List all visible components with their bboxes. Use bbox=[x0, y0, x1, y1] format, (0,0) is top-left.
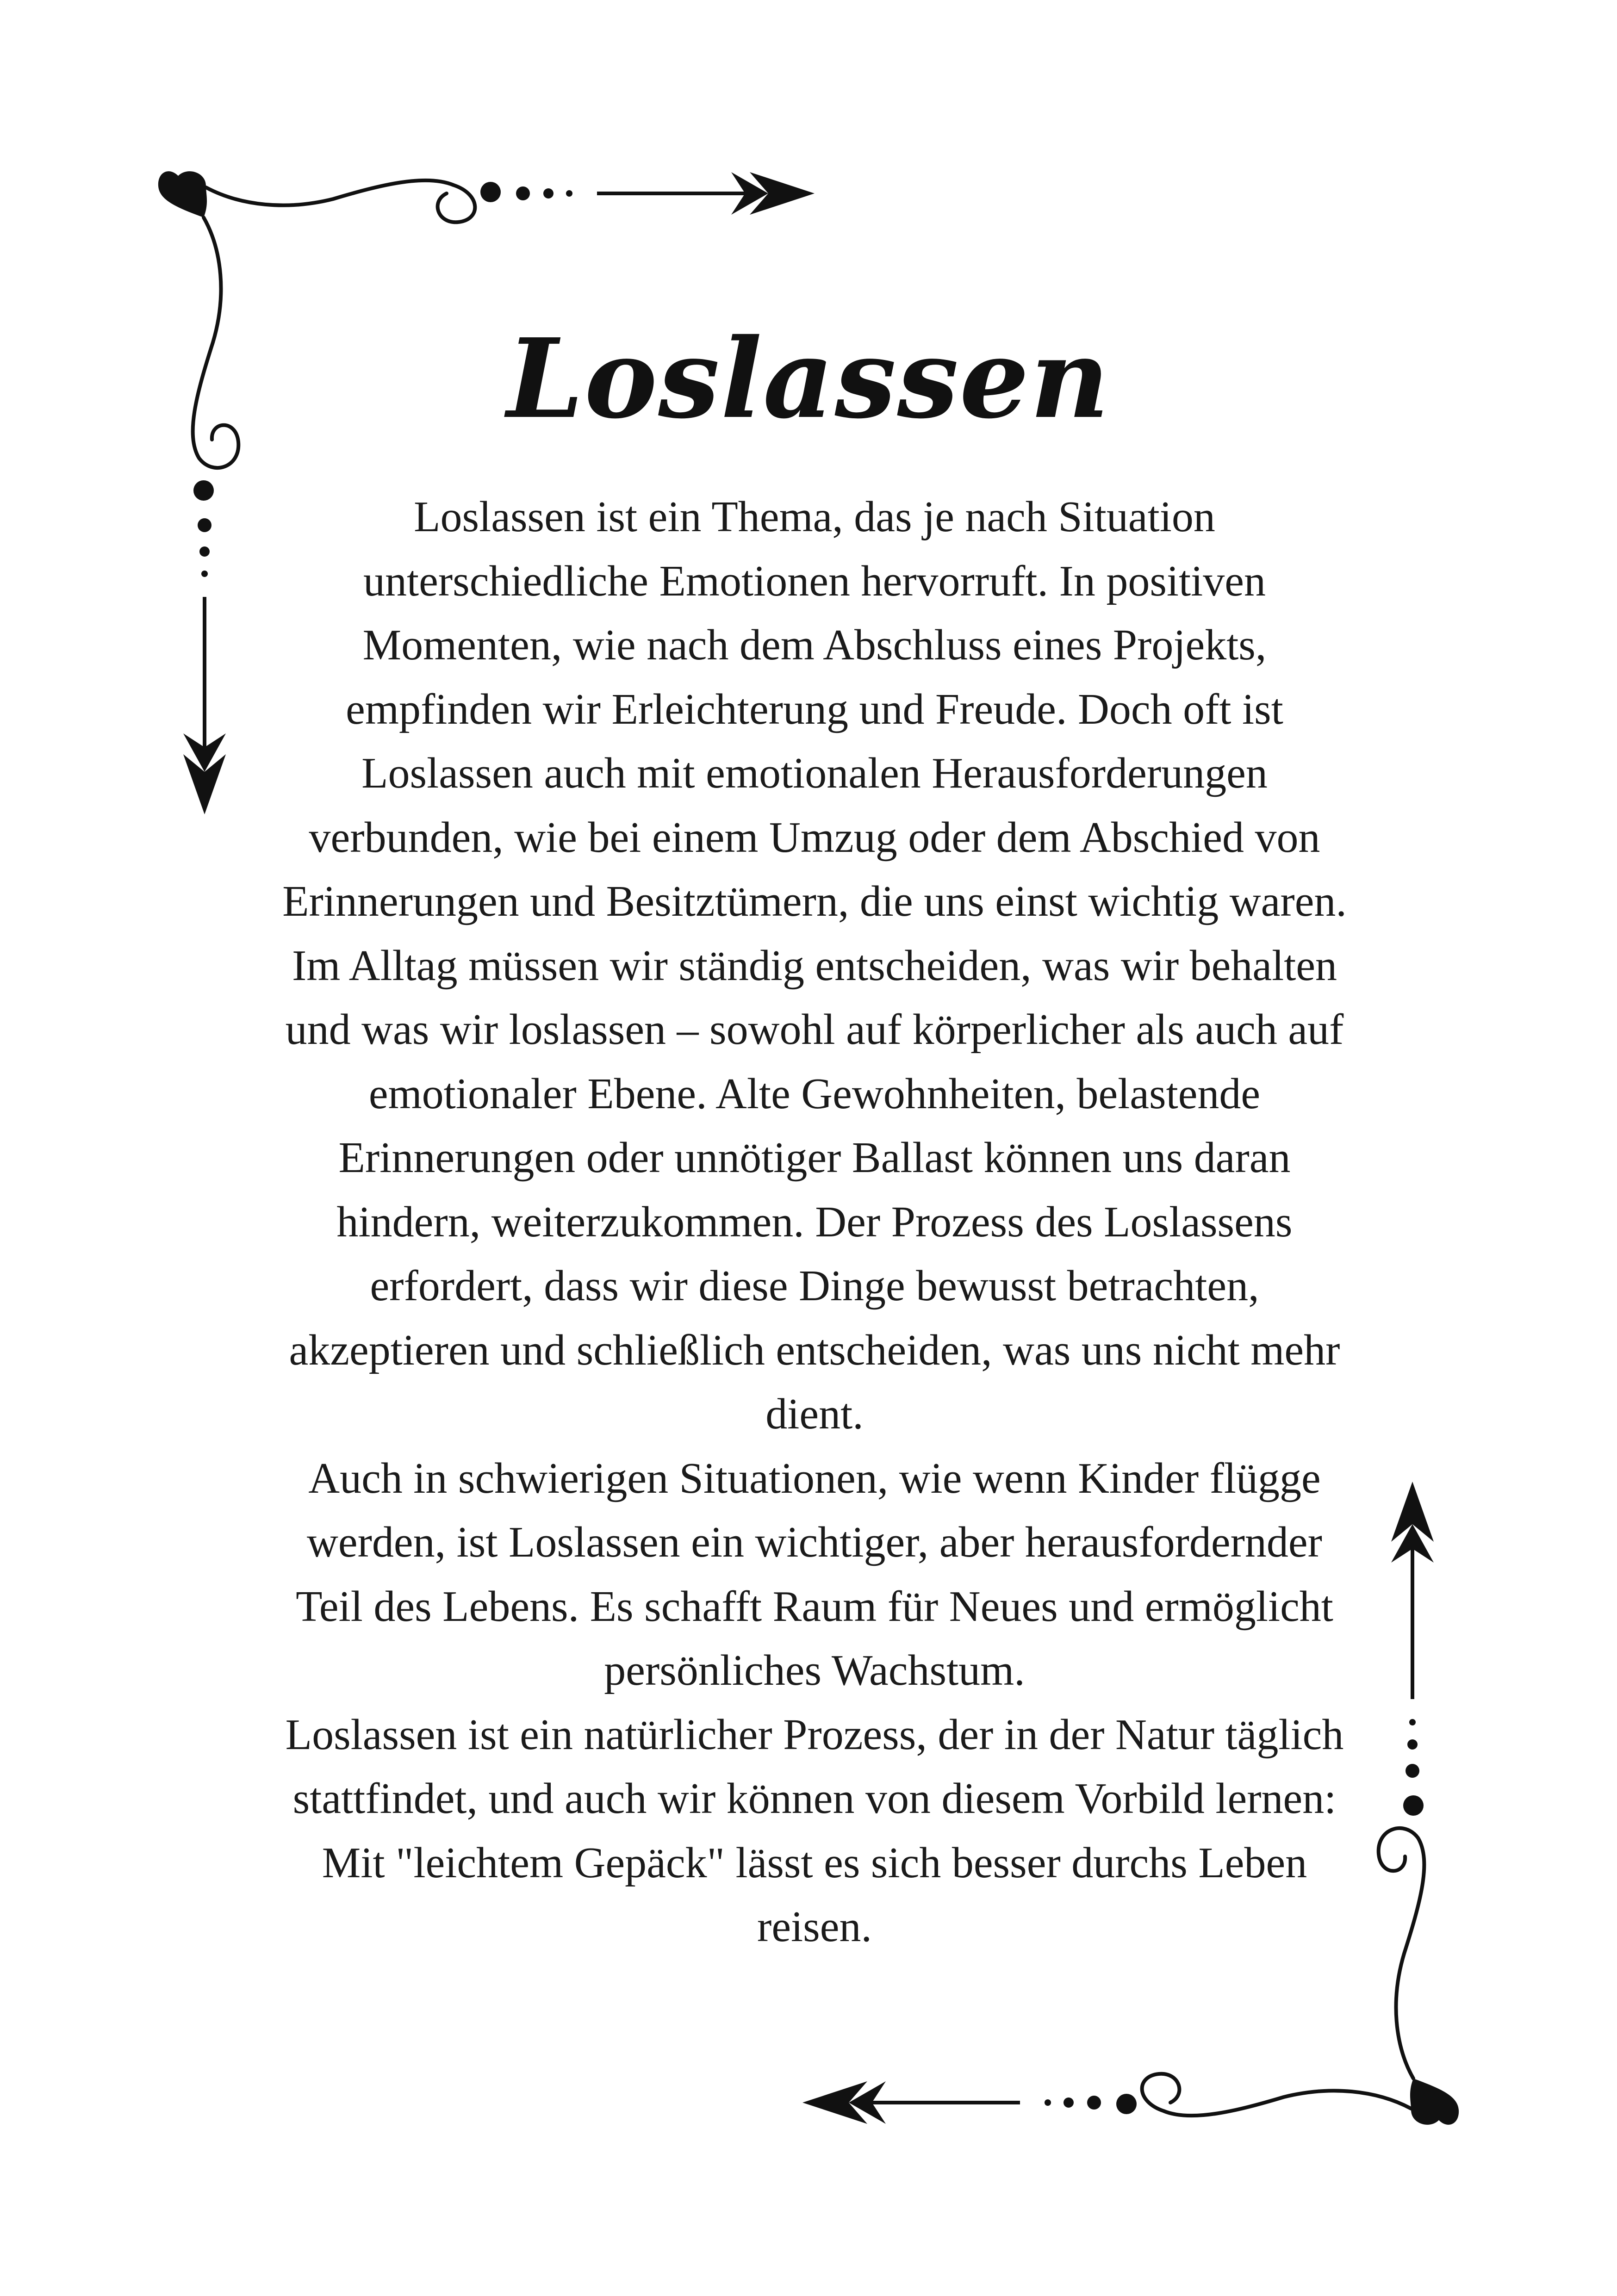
text-line: empfinden wir Erleichterung und Freude. Doch oft ist bbox=[346, 685, 1283, 733]
text-line: reisen. bbox=[757, 1903, 872, 1951]
text-line: Erinnerungen und Besitztümern, die uns einst wichtig waren. bbox=[282, 877, 1347, 925]
text-line: Loslassen ist ein natürlicher Prozess, der in der Natur täglich bbox=[285, 1710, 1344, 1759]
text-line: Loslassen ist ein Thema, das je nach Situation bbox=[414, 493, 1215, 541]
text-line: dient. bbox=[765, 1390, 864, 1438]
text-line: stattfindet, und auch wir können von diesem Vorbild lernen: bbox=[292, 1775, 1337, 1823]
text-line: emotionaler Ebene. Alte Gewohnheiten, belastende bbox=[368, 1069, 1261, 1118]
text-line: Auch in schwierigen Situationen, wie wenn Kinder flügge bbox=[308, 1454, 1321, 1502]
text-line: persönliches Wachstum. bbox=[604, 1646, 1025, 1694]
text-line: und was wir loslassen – sowohl auf körperlicher als auch auf bbox=[285, 1005, 1344, 1054]
text-line: Momenten, wie nach dem Abschluss eines Projekts, bbox=[362, 621, 1267, 669]
text-line: erfordert, dass wir diese Dinge bewusst betrachten, bbox=[370, 1262, 1259, 1310]
text-line: Erinnerungen oder unnötiger Ballast können uns daran bbox=[338, 1134, 1291, 1182]
body-paragraph bbox=[259, 485, 1370, 1959]
text-line: Mit "leichtem Gepäck" lässt es sich besser durchs Leben bbox=[322, 1838, 1307, 1887]
page-title: Loslassen bbox=[506, 314, 1111, 443]
text-line: unterschiedliche Emotionen hervorruft. In positiven bbox=[363, 557, 1266, 605]
text-line: Loslassen auch mit emotionalen Herausforderungen bbox=[361, 749, 1268, 797]
text-line: verbunden, wie bei einem Umzug oder dem Abschied von bbox=[309, 813, 1320, 862]
text-line: akzeptieren und schließlich entscheiden, was uns nicht mehr bbox=[289, 1326, 1340, 1374]
text-line: Im Alltag müssen wir ständig entscheiden, was wir behalten bbox=[292, 941, 1337, 990]
text-line: Teil des Lebens. Es schafft Raum für Neues und ermöglicht bbox=[296, 1582, 1333, 1631]
text-line: werden, ist Loslassen ein wichtiger, aber herausfordernder bbox=[307, 1518, 1322, 1566]
text-line: hindern, weiterzukommen. Der Prozess des Loslassens bbox=[336, 1198, 1293, 1246]
